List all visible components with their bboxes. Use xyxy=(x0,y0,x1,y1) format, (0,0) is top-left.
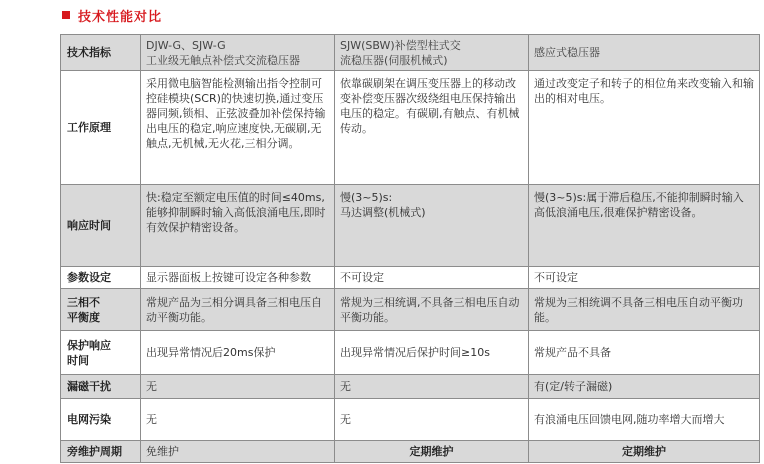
row-label-cell: 保护响应 时间 xyxy=(61,331,141,375)
header-col3-cell: 感应式稳压器 xyxy=(529,35,760,71)
table-row xyxy=(61,441,760,463)
row-col3-cell: 不可设定 xyxy=(529,267,760,289)
row-col3-cell: 常规产品不具备 xyxy=(529,331,760,375)
row-col3-cell: 常规为三相统调不具备三相电压自动平衡功能。 xyxy=(529,289,760,331)
row-col2-cell: 依靠碳刷架在调压变压器上的移动改变补偿变压器次级绕组电压保持输出电压的稳定。有碳刷,有触点、有机械传动。 xyxy=(335,71,529,185)
row-col2-cell: 出现异常情况后保护时间≥10s xyxy=(335,331,529,375)
row-col1-cell: 常规产品为三相分调具备三相电压自动平衡功能。 xyxy=(141,289,335,331)
square-bullet-icon xyxy=(62,11,70,19)
table-row xyxy=(61,331,760,375)
table-row xyxy=(61,71,760,185)
row-label-cell: 参数设定 xyxy=(61,267,141,289)
row-col2-cell: 无 xyxy=(335,375,529,399)
header-label-cell: 技术指标 xyxy=(61,35,141,71)
row-col1-cell: 无 xyxy=(141,399,335,441)
table-row xyxy=(61,399,760,441)
table-row xyxy=(61,185,760,267)
row-label-cell: 旁维护周期 xyxy=(61,441,141,463)
comparison-table xyxy=(60,34,760,463)
row-label-cell: 响应时间 xyxy=(61,185,141,267)
table-row xyxy=(61,267,760,289)
header-col1-cell: DJW-G、SJW-G 工业级无触点补偿式交流稳压器 xyxy=(141,35,335,71)
row-col1-cell: 无 xyxy=(141,375,335,399)
row-col1-cell: 显示器面板上按键可设定各种参数 xyxy=(141,267,335,289)
row-col3-cell: 有(定/转子漏磁) xyxy=(529,375,760,399)
row-label-cell: 电网污染 xyxy=(61,399,141,441)
header-col2-cell: SJW(SBW)补偿型柱式交 流稳压器(伺服机械式) xyxy=(335,35,529,71)
row-col1-cell: 采用微电脑智能检测输出指令控制可控硅模块(SCR)的快速切换,通过变压器同频,锁相、正弦波叠加补偿保持输出电压的稳定,响应速度快,无碳刷,无触点,无机械,无火花,三相分调。 xyxy=(141,71,335,185)
section-heading xyxy=(62,4,162,26)
row-label-cell: 漏磁干扰 xyxy=(61,375,141,399)
row-col3-cell: 定期维护 xyxy=(529,441,760,463)
row-col2-cell: 不可设定 xyxy=(335,267,529,289)
row-col3-cell: 慢(3~5)s:属于滞后稳压,不能抑制瞬时输入高低浪涌电压,很难保护精密设备。 xyxy=(529,185,760,267)
heading-text: 技术性能对比 xyxy=(78,9,163,25)
row-col1-cell: 免维护 xyxy=(141,441,335,463)
row-col2-cell: 无 xyxy=(335,399,529,441)
table-row xyxy=(61,375,760,399)
table-header-row xyxy=(61,35,760,71)
row-col1-cell: 出现异常情况后20ms保护 xyxy=(141,331,335,375)
row-col3-cell: 通过改变定子和转子的相位角来改变输入和输出的相对电压。 xyxy=(529,71,760,185)
row-col2-cell: 定期维护 xyxy=(335,441,529,463)
table-row xyxy=(61,289,760,331)
row-col3-cell: 有浪涌电压回馈电网,随功率增大而增大 xyxy=(529,399,760,441)
row-col2-cell: 慢(3~5)s: 马达调整(机械式) xyxy=(335,185,529,267)
row-label-cell: 工作原理 xyxy=(61,71,141,185)
row-col1-cell: 快:稳定至额定电压值的时间≤40ms,能够抑制瞬时输入高低浪涌电压,即时有效保护精密设备。 xyxy=(141,185,335,267)
row-col2-cell: 常规为三相统调,不具备三相电压自动平衡功能。 xyxy=(335,289,529,331)
row-label-cell: 三相不 平衡度 xyxy=(61,289,141,331)
